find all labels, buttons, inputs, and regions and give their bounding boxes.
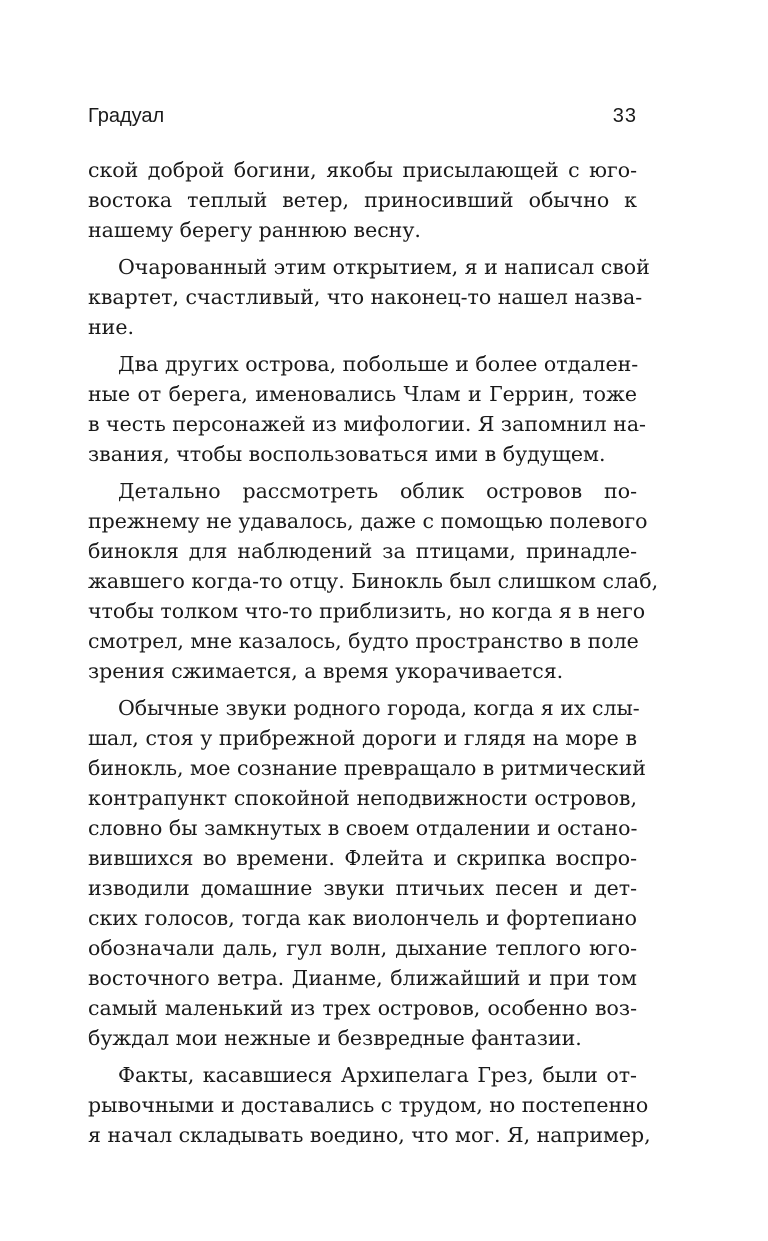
text-line: рывочными и доставались с трудом, но постепенно [88, 1093, 649, 1117]
paragraph [88, 1060, 651, 1150]
text-line: чтобы толком что-то приблизить, но когда я в него [88, 599, 646, 623]
text-line: смотрел, мне казалось, будто пространство в поле [88, 629, 639, 653]
text-line: восточного ветра. Дианме, ближайший и при том [88, 966, 637, 990]
text-line: самый маленький из трех островов, особенно воз- [88, 996, 637, 1020]
text-line: востока теплый ветер, приносивший обычно к [88, 188, 637, 212]
text-line: Два других острова, побольше и более отдален- [118, 352, 639, 376]
text-line: зрения сжимается, а время укорачивается. [88, 659, 564, 683]
paragraph [88, 349, 646, 469]
text-line: Детально рассмотреть облик островов по- [118, 479, 637, 503]
text-line: буждал мои нежные и безвредные фантазии. [88, 1026, 582, 1050]
page-number: 33 [612, 105, 637, 127]
paragraph [88, 252, 650, 342]
text-line: Обычные звуки родного города, когда я их слы- [118, 696, 640, 720]
text-line: Очарованный этим открытием, я и написал свой [118, 255, 650, 279]
running-title: Градуал [88, 105, 165, 127]
text-line: жавшего когда-то отцу. Бинокль был слишком слаб, [88, 569, 659, 593]
book-page [88, 0, 659, 1241]
text-line: звания, чтобы воспользоваться ими в будущем. [88, 442, 606, 466]
text-line: в честь персонажей из мифологии. Я запомнил на- [88, 412, 646, 436]
body-text [88, 155, 659, 1157]
text-line: шал, стоя у прибрежной дороги и глядя на море в [88, 726, 637, 750]
text-line: Факты, касавшиеся Архипелага Грез, были от- [118, 1063, 637, 1087]
paragraph [88, 693, 646, 1053]
text-line: ние. [88, 315, 134, 339]
paragraph [88, 155, 637, 245]
text-line: изводили домашние звуки птичьих песен и дет- [88, 876, 637, 900]
paragraph [88, 476, 659, 686]
text-line: нашему берегу раннюю весну. [88, 218, 421, 242]
text-line: ные от берега, именовались Члам и Геррин, тоже [88, 382, 637, 406]
text-line: обозначали даль, гул волн, дыхание теплого юго- [88, 936, 637, 960]
text-line: вившихся во времени. Флейта и скрипка воспро- [88, 846, 637, 870]
text-line: бинокля для наблюдений за птицами, принадле- [88, 539, 637, 563]
text-line: контрапункт спокойной неподвижности островов, [88, 786, 637, 810]
text-line: квартет, счастливый, что наконец-то нашел назва- [88, 285, 643, 309]
text-line: бинокль, мое сознание превращало в ритмический [88, 756, 646, 780]
text-line: я начал складывать воедино, что мог. Я, например, [88, 1123, 651, 1147]
running-head [88, 102, 637, 130]
text-line: ских голосов, тогда как виолончель и фортепиано [88, 906, 637, 930]
text-line: ской доброй богини, якобы присылающей с юго- [88, 158, 637, 182]
text-line: прежнему не удавалось, даже с помощью полевого [88, 509, 648, 533]
text-line: словно бы замкнутых в своем отдалении и остано- [88, 816, 638, 840]
